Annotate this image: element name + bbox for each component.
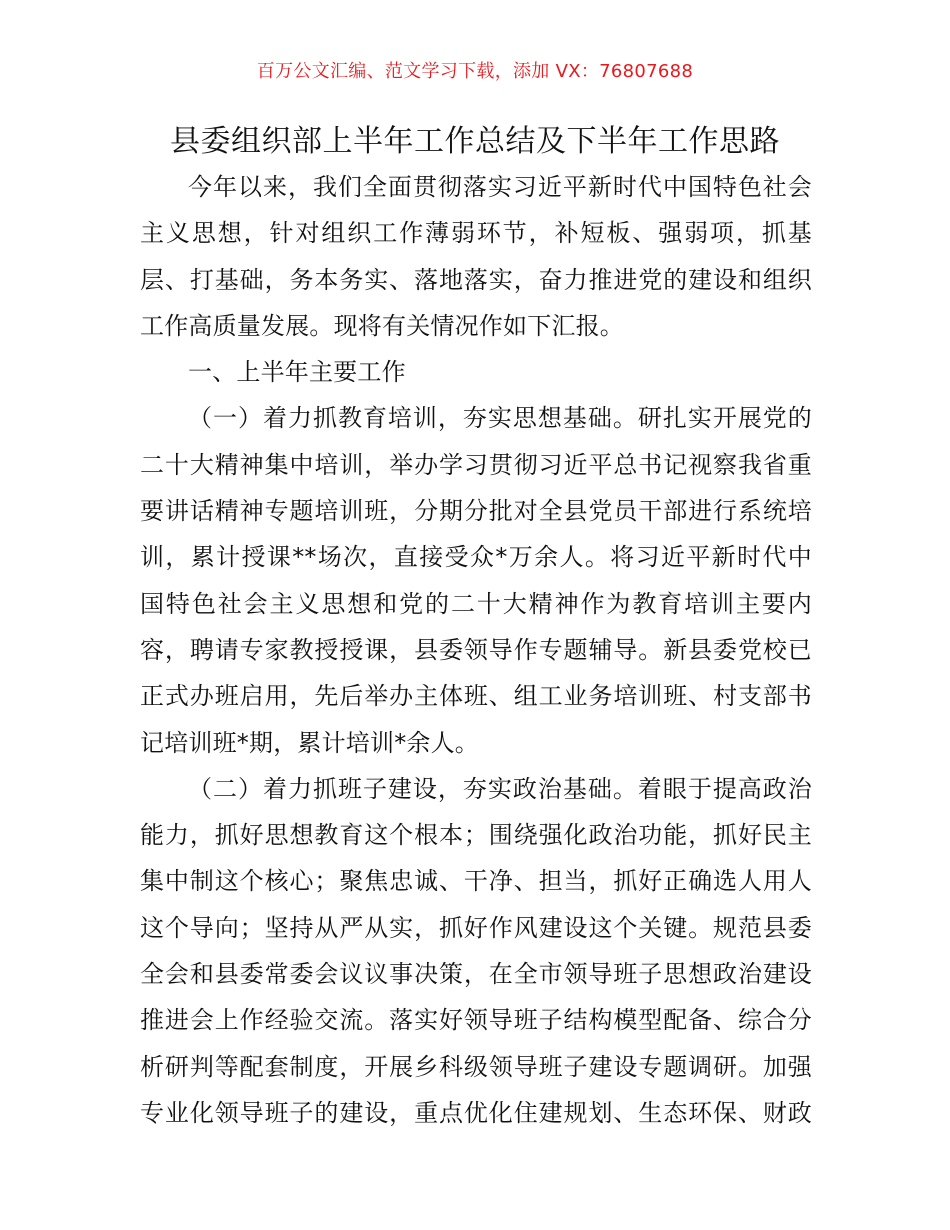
text-line: 集中制这个核心；聚焦忠诚、干净、担当，抓好正确选人用人: [140, 867, 812, 896]
text-line: 能力，抓好思想教育这个根本；围绕强化政治功能，抓好民主: [140, 821, 812, 850]
text-line: 今年以来，我们全面贯彻落实习近平新时代中国特色社会: [188, 173, 812, 201]
text-line: 全会和县委常委会议议事决策，在全市领导班子思想政治建设: [140, 960, 812, 989]
text-line: 国特色社会主义思想和党的二十大精神作为教育培训主要内: [140, 589, 812, 618]
watermark-banner: 百万公文汇编、范文学习下载，添加 VX：76807688: [256, 61, 694, 82]
text-line: 工作高质量发展。现将有关情况作如下汇报。: [140, 311, 624, 340]
text-line: 层、打基础，务本务实、落地落实，奋力推进党的建设和组织: [140, 265, 812, 294]
text-line: 这个导向；坚持从严从实，抓好作风建设这个关键。规范县委: [140, 913, 812, 942]
text-line: 容，聘请专家教授授课，县委领导作专题辅导。新县委党校已: [140, 635, 812, 664]
text-line: 要讲话精神专题培训班，分期分批对全县党员干部进行系统培: [140, 497, 812, 526]
text-line: 主义思想，针对组织工作薄弱环节，补短板、强弱项，抓基: [140, 219, 812, 248]
text-line: 一、上半年主要工作: [188, 358, 406, 387]
text-line: 专业化领导班子的建设，重点优化住建规划、生态环保、财政: [140, 1098, 812, 1127]
text-line: 记培训班*期，累计培训*余人。: [140, 728, 479, 757]
text-line: 推进会上作经验交流。落实好领导班子结构模型配备、综合分: [140, 1006, 812, 1035]
text-line: 析研判等配套制度，开展乡科级领导班子建设专题调研。加强: [140, 1052, 812, 1081]
document-body: [140, 164, 812, 1136]
text-line: （一）着力抓教育培训，夯实思想基础。研扎实开展党的: [188, 404, 812, 433]
document-title: 县委组织部上半年工作总结及下半年工作思路: [170, 124, 780, 159]
text-line: 训，累计授课**场次，直接受众*万余人。将习近平新时代中: [140, 543, 812, 572]
text-line: （二）着力抓班子建设，夯实政治基础。着眼于提高政治: [188, 774, 812, 803]
text-line: 正式办班启用，先后举办主体班、组工业务培训班、村支部书: [140, 682, 812, 711]
text-line: 二十大精神集中培训，举办学习贯彻习近平总书记视察我省重: [140, 450, 812, 479]
